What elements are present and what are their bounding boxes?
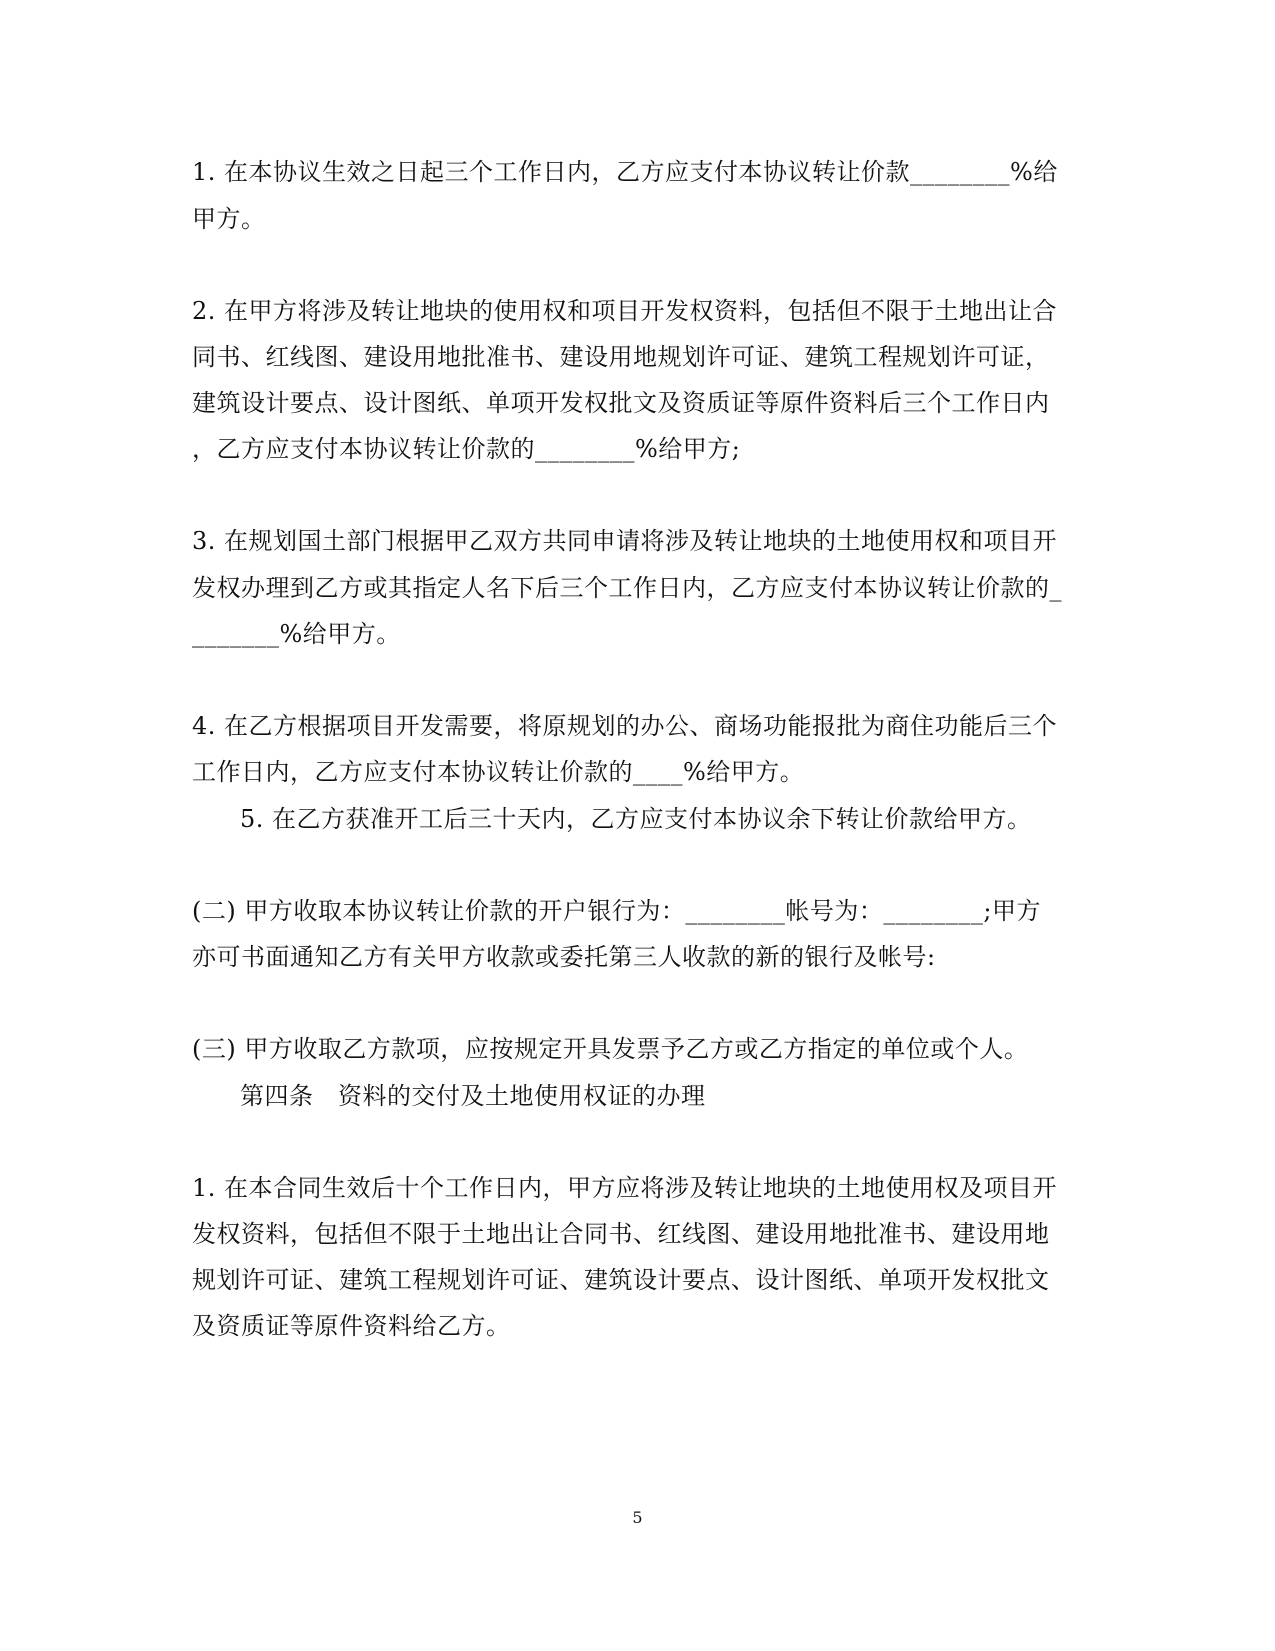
paragraph-1-line-2: 甲方。	[192, 205, 266, 233]
paragraph-5-line-1: 5. 在乙方获准开工后三十天内，乙方应支付本协议余下转让价款给甲方。	[240, 805, 1032, 833]
paragraph-1-line-1: 1. 在本协议生效之日起三个工作日内，乙方应支付本协议转让价款________%给	[192, 158, 1058, 186]
paragraph-4-line-2: 工作日内，乙方应支付本协议转让价款的____%给甲方。	[192, 758, 805, 786]
article-4-paragraph-1-line-2: 发权资料，包括但不限于土地出让合同书、红线图、建设用地批准书、建设用地	[192, 1220, 1050, 1248]
paragraph-2-line-4: ，乙方应支付本协议转让价款的________%给甲方;	[192, 435, 741, 463]
section-2-line-1: (二) 甲方收取本协议转让价款的开户银行为：________帐号为：________;甲方	[192, 897, 1041, 925]
paragraph-2-line-2: 同书、红线图、建设用地批准书、建设用地规划许可证、建筑工程规划许可证，	[192, 343, 1050, 371]
paragraph-4-line-1: 4. 在乙方根据项目开发需要，将原规划的办公、商场功能报批为商住功能后三个	[192, 712, 1058, 740]
paragraph-2-line-3: 建筑设计要点、设计图纸、单项开发权批文及资质证等原件资料后三个工作日内	[192, 389, 1050, 417]
article-4-paragraph-1-line-3: 规划许可证、建筑工程规划许可证、建筑设计要点、设计图纸、单项开发权批文	[192, 1266, 1050, 1294]
section-3-line-1: (三) 甲方收取乙方款项，应按规定开具发票予乙方或乙方指定的单位或个人。	[192, 1035, 1029, 1063]
paragraph-2-line-1: 2. 在甲方将涉及转让地块的使用权和项目开发权资料，包括但不限于土地出让合	[192, 297, 1058, 325]
article-4-paragraph-1-line-4: 及资质证等原件资料给乙方。	[192, 1312, 511, 1340]
section-2-line-2: 亦可书面通知乙方有关甲方收款或委托第三人收款的新的银行及帐号:	[192, 943, 936, 971]
paragraph-3-line-1: 3. 在规划国土部门根据甲乙双方共同申请将涉及转让地块的土地使用权和项目开	[192, 527, 1058, 555]
page-number: 5	[632, 1508, 643, 1527]
article-4-paragraph-1-line-1: 1. 在本合同生效后十个工作日内，甲方应将涉及转让地块的土地使用权及项目开	[192, 1174, 1058, 1202]
paragraph-3-line-2: 发权办理到乙方或其指定人名下后三个工作日内，乙方应支付本协议转让价款的_	[192, 574, 1062, 602]
paragraph-3-line-3: _______%给甲方。	[192, 620, 401, 648]
article-4-heading: 第四条 资料的交付及土地使用权证的办理	[240, 1082, 706, 1110]
